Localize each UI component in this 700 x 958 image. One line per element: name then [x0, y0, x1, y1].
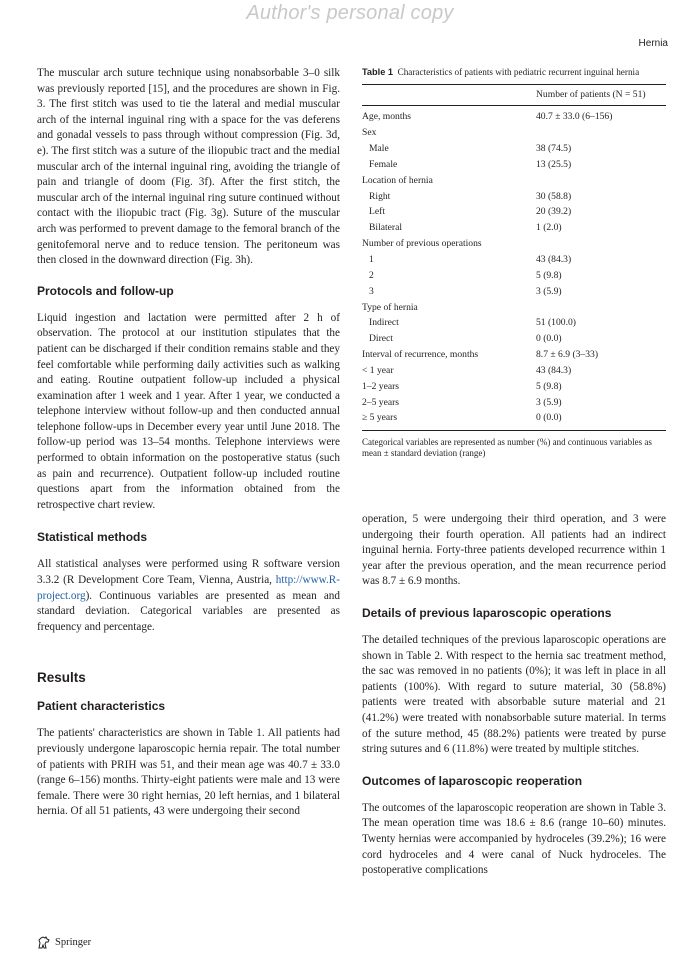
table-row-label: ≥ 5 years: [362, 412, 398, 424]
table-row: [362, 315, 666, 331]
table-column-header: Number of patients (N = 51): [536, 89, 646, 100]
table-footnote: Categorical variables are represented as number (%) and continuous variables as mean ± standard deviation (range): [362, 436, 652, 459]
table-row: [362, 283, 666, 299]
heading-results: Results: [37, 670, 86, 686]
table-row-label: Male: [369, 143, 389, 155]
table-row-value: 43 (84.3): [536, 364, 572, 376]
table-row-value: 0 (0.0): [536, 412, 562, 424]
table-row-label: 1: [369, 254, 374, 266]
table-row-value: 30 (58.8): [536, 190, 572, 202]
table-label: Table 1: [362, 67, 393, 77]
table-row-value: 20 (39.2): [536, 206, 572, 218]
table-row-value: 1 (2.0): [536, 222, 562, 234]
table-header-row: [362, 85, 666, 105]
table-row: [362, 410, 666, 426]
table-row-value: 5 (9.8): [536, 380, 562, 392]
publisher-name: Springer: [55, 937, 92, 948]
table-row: [362, 109, 666, 125]
table-row: [362, 299, 666, 315]
paragraph-previous-operations: The detailed techniques of the previous laparoscopic operations are shown in Table 2. With respect to the hernia sac treatment method, the sac was removed in no patients (0%); it was left in place in all patients (100%). With regard to suture material, 30 (58.8%) patients were treated with absorbable suture material and 21 (41.2%) were treated with nonabsorbable suture material. In terms of the suture method, 45 (88.2%) patients were treated by purse string sutures and 6 (11.8%) were treated by multiple stitches.: [362, 633, 666, 756]
table-row: [362, 378, 666, 394]
table-row-value: 40.7 ± 33.0 (6–156): [536, 111, 613, 123]
table-row-label: Number of previous operations: [362, 238, 482, 250]
paragraph-suture-technique: The muscular arch suture technique using nonabsorbable 3–0 silk was previously reported [15], and the procedures are shown in Fig. 3. The first stitch was used to tie the lateral and medial muscular arch of the internal inguinal ring with a space for the vas deferens and gonadal vessels to pass through without compression (Fig. 3d, e). The first stitch was a suture of the iliopubic tract and the medial muscular arch of the internal inguinal ring, avoiding the triangle of pain and triangle of doom (Fig. 3f). After the first stitch, the muscular arch of the internal inguinal ring suture continued without contact with the iliopubic tract (Fig. 3g). Suture of the muscular arch was performed to prevent damage to the femoral branch of the genitofemoral nerve and to reduce tension. The peritoneum was then closed in the downward direction (Fig. 3h).: [37, 67, 340, 267]
table-row-value: 13 (25.5): [536, 158, 572, 170]
table-row-label: Interval of recurrence, months: [362, 349, 479, 361]
watermark: Author's personal copy: [246, 2, 454, 24]
table-row-value: 3 (5.9): [536, 396, 562, 408]
table-row: [362, 141, 666, 157]
table-row-label: Left: [369, 206, 385, 218]
right-column: [362, 512, 666, 879]
table-row: [362, 267, 666, 283]
table-row-value: 3 (5.9): [536, 285, 562, 297]
r-project-link[interactable]: http://www.R-project.org: [37, 574, 340, 602]
table-caption: [362, 66, 666, 78]
table-row-label: 2: [369, 269, 374, 281]
journal-name: Hernia: [638, 38, 668, 49]
table-row-label: Bilateral: [369, 222, 403, 234]
table-row-label: Sex: [362, 127, 377, 139]
table-row: [362, 347, 666, 363]
table-1: [362, 66, 666, 460]
table-row-label: < 1 year: [362, 364, 394, 376]
table-row-value: 51 (100.0): [536, 317, 576, 329]
table-row-label: 3: [369, 285, 374, 297]
table-row-label: Female: [369, 158, 398, 170]
table-row-label: Direct: [369, 333, 393, 345]
table-row-label: 1–2 years: [362, 380, 400, 392]
table-row-label: Type of hernia: [362, 301, 418, 313]
table-row: [362, 204, 666, 220]
paragraph-patient-continued: operation, 5 were undergoing their third operation, and 3 were undergoing their fourth operation. All patients had an indirect inguinal hernia. Forty-three patients developed recurrence within 1 year after the previous operation, and the mean recurrence period was 8.7 ± 6.9 months.: [362, 513, 666, 588]
paragraph-statistical-methods: [37, 557, 340, 635]
table-row: [362, 252, 666, 268]
table-row: [362, 157, 666, 173]
table-row: [362, 188, 666, 204]
springer-horse-icon: [37, 936, 51, 949]
paragraph-outcomes: The outcomes of the laparoscopic reoperation are shown in Table 3. The mean operation time was 18.6 ± 8.6 (range 10–60) minutes. Twenty hernias were accompanied by hydroceles (39.2%); 16 were cord hydroceles and 4 were canal of Nuck hydroceles. The postoperative complications: [362, 801, 666, 877]
heading-statistical-methods: Statistical methods: [37, 530, 148, 545]
table-row-value: 5 (9.8): [536, 269, 562, 281]
stats-text-after: ). Continuous variables are presented as mean and standard deviation. Categorical variables are presented as frequency and percentage.: [37, 589, 340, 633]
table-row-value: 38 (74.5): [536, 143, 572, 155]
table-row-label: Right: [369, 190, 391, 202]
paragraph-protocols: Liquid ingestion and lactation were permitted after 2 h of observation. The protocol at our institution stipulates that the patient can be discharged if their condition remains stable and they feel comfortable while performing daily activities such as walking and eating. Routine outpatient follow-up included a physical examination after 1 week and 1 year. After 1 year, we conducted a telephone interview without follow-up and then conducted annual telephone follow-ups in December every year until June 2018. The follow-up period was 13–54 months. Telephone interviews were performed to obtain information on the postoperative status (such as pain and recurrence). Outpatient follow-up included routine questions apart from the information obtained from the retrospective chart review.: [37, 311, 340, 511]
table-row-label: Age, months: [362, 111, 412, 123]
table-row-label: Indirect: [369, 317, 399, 329]
table-row-label: Location of hernia: [362, 174, 433, 186]
publisher-footer: [37, 936, 91, 949]
table-row: [362, 363, 666, 379]
table-row: [362, 331, 666, 347]
table-row: [362, 394, 666, 410]
heading-protocols: Protocols and follow‑up: [37, 283, 174, 298]
table-row-value: 0 (0.0): [536, 333, 562, 345]
table-row-value: 8.7 ± 6.9 (3–33): [536, 349, 599, 361]
table-row: [362, 236, 666, 252]
heading-outcomes: Outcomes of laparoscopic reoperation: [362, 773, 583, 788]
paragraph-patient-characteristics: The patients' characteristics are shown in Table 1. All patients had previously undergone laparoscopic hernia repair. The total number of patients with PRIH was 51, and their mean age was 40.7 ± 33.0 (range 6–156) months. Thirty-eight patients were male and 13 were female. There were 30 right hernias, 20 left hernias, and 1 bilateral hernia. Of all 51 patients, 43 were undergoing their second: [37, 727, 340, 818]
table-row-label: 2–5 years: [362, 396, 400, 408]
stats-text-before: All statistical analyses were performed using R software version 3.3.2 (R Development Core Team, Vienna, Austria,: [37, 558, 340, 587]
table-body: [362, 106, 666, 426]
table-caption-text: Characteristics of patients with pediatric recurrent inguinal hernia: [397, 67, 640, 77]
table-row: [362, 220, 666, 236]
table-bottom-rule: [362, 430, 666, 431]
table-row: [362, 172, 666, 188]
heading-previous-operations: Details of previous laparoscopic operations: [362, 605, 612, 620]
table-row-value: 43 (84.3): [536, 254, 572, 266]
table-row: [362, 125, 666, 141]
left-column: [37, 66, 340, 820]
heading-patient-characteristics: Patient characteristics: [37, 699, 166, 714]
